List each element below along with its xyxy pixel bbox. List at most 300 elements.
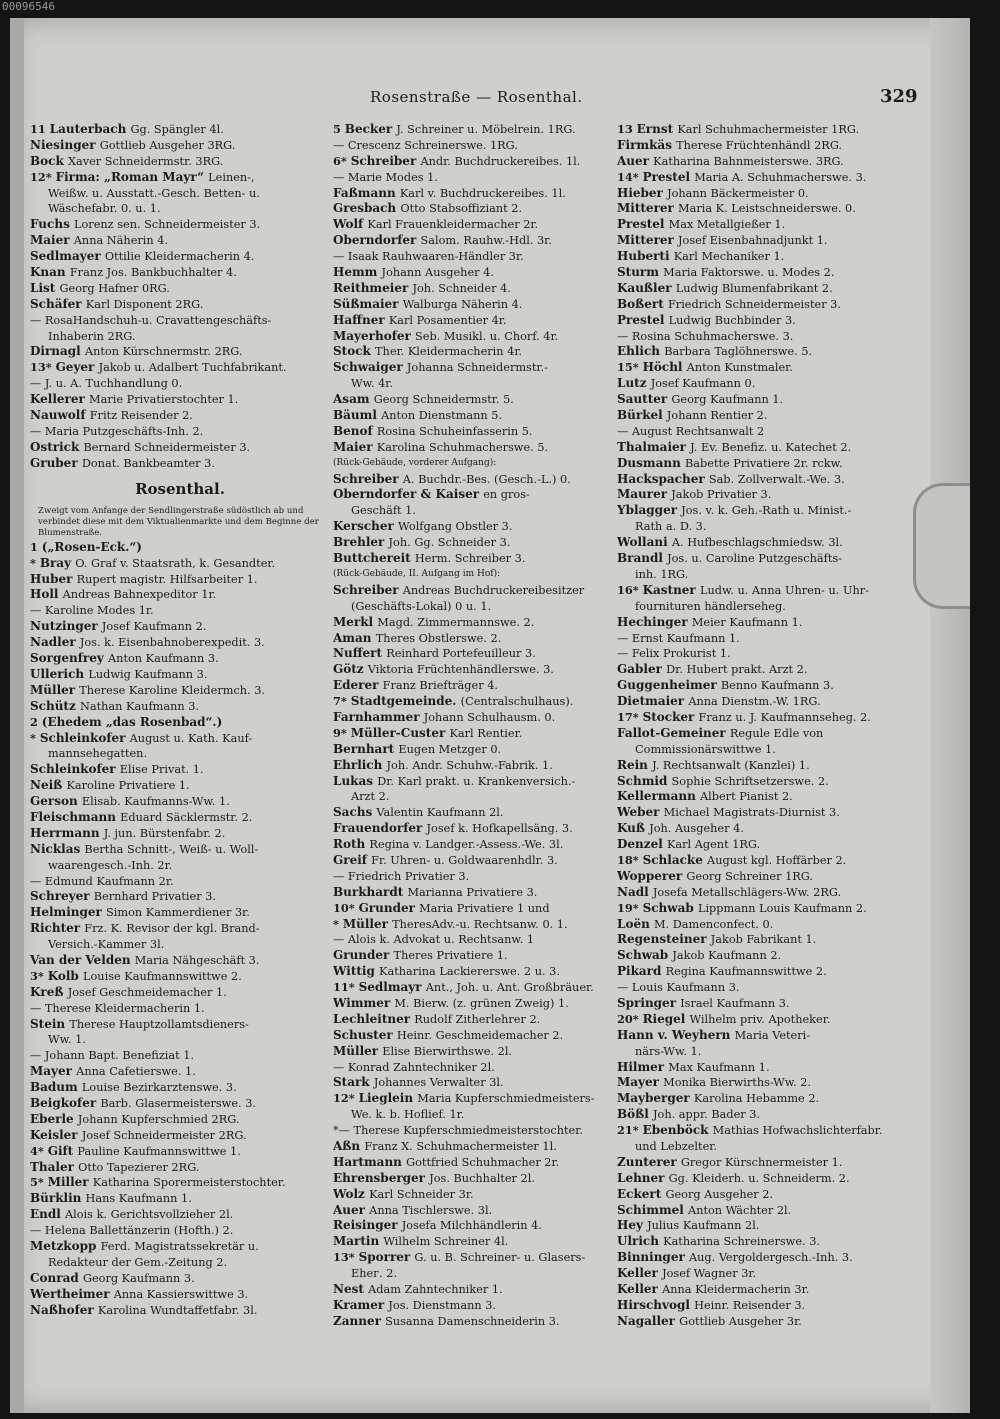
entry-details: M. Bierw. (z. grünen Zweig) 1. <box>394 996 569 1010</box>
entry-details: Joh. Ausgeher 4. <box>649 822 744 836</box>
entry-details: Josef Kaufmann 2. <box>101 620 207 634</box>
house-number: 5* <box>30 1175 48 1190</box>
directory-entry <box>30 1287 330 1303</box>
resident-name: Aßn <box>333 1139 365 1153</box>
directory-entry <box>333 472 625 488</box>
directory-entry <box>30 746 330 762</box>
directory-entry <box>333 1282 625 1298</box>
entry-details: Anton Kunstmaler. <box>686 361 793 375</box>
entry-details: Karl Frauenkleidermacher 2r. <box>367 218 539 232</box>
resident-name: Fallot-Gemeiner <box>617 725 730 740</box>
entry-details: Rudolf Zitherlehrer 2. <box>414 1012 541 1026</box>
directory-entry <box>333 249 625 265</box>
directory-entry <box>30 905 330 921</box>
entry-details: Karl Agent 1RG. <box>666 838 761 852</box>
resident-name: („Rosen-Eck.“) <box>41 539 142 554</box>
directory-entry <box>333 1234 625 1250</box>
entry-details: Ludwig Blumenfabrikant 2. <box>675 281 833 295</box>
directory-entry <box>617 1171 917 1187</box>
resident-name: Benof <box>333 423 377 438</box>
house-number: 2 <box>30 714 42 729</box>
entry-details: Ww. 4r. <box>351 377 394 391</box>
entry-details: O. Graf v. Staatsrath, k. Gesandter. <box>75 556 276 570</box>
directory-entry <box>333 678 625 694</box>
directory-entry <box>617 249 917 265</box>
directory-entry <box>617 1060 917 1076</box>
entry-details: Wäschefabr. 0. u. 1. <box>48 202 161 216</box>
directory-entry <box>30 297 330 313</box>
directory-entry <box>617 1012 917 1028</box>
resident-name: Endl <box>30 1207 65 1222</box>
directory-entry <box>30 683 330 699</box>
entry-details: Hans Kaufmann 1. <box>85 1192 192 1206</box>
entry-details: Andr. Buchdruckereibes. 1l. <box>420 154 581 168</box>
entry-details: Therese Früchtenhändl 2RG. <box>676 138 843 152</box>
resident-name: Mayer <box>617 1075 664 1090</box>
entry-details: — Helena Ballettänzerin (Hofth.) 2. <box>30 1224 234 1238</box>
resident-name: Mitterer <box>617 233 679 248</box>
entry-details: Therese Hauptzollamtsdieners- <box>69 1017 249 1031</box>
entry-details: G. u. B. Schreiner- u. Glasers- <box>414 1251 586 1265</box>
directory-entry <box>30 619 330 635</box>
page-stack-edge <box>930 18 970 1413</box>
resident-name: Mitterer <box>617 201 679 216</box>
entry-details: Maria A. Schuhmacherswe. 3. <box>694 170 867 184</box>
directory-entry <box>333 758 625 774</box>
resident-name: Guggenheimer <box>617 678 721 693</box>
entry-details: Josef Geschmeidemacher 1. <box>67 985 227 999</box>
entry-details: — Crescenz Schreinerswe. 1RG. <box>333 138 518 152</box>
directory-entry <box>333 774 625 790</box>
resident-name: Mayer <box>30 1064 77 1079</box>
directory-entry <box>333 1060 625 1076</box>
resident-name: Kuß <box>617 821 650 836</box>
directory-entry <box>30 731 330 747</box>
entry-details: Louise Kaufmannswittwe 2. <box>83 969 242 983</box>
resident-name: Van der Velden <box>30 952 135 967</box>
directory-entry <box>30 635 330 651</box>
directory-entry <box>333 170 625 186</box>
resident-name: Zanner <box>333 1313 386 1328</box>
resident-name: Hackspacher <box>617 471 709 486</box>
entry-details: — Johann Bapt. Benefiziat 1. <box>30 1049 195 1063</box>
directory-entry <box>333 932 625 948</box>
directory-entry <box>30 858 330 874</box>
directory-entry <box>617 1218 917 1234</box>
resident-name: Grunder <box>358 900 420 915</box>
directory-entry <box>617 758 917 774</box>
entry-details: August u. Kath. Kauf- <box>129 731 253 745</box>
directory-entry <box>30 778 330 794</box>
entry-details: Inhaberin 2RG. <box>48 329 136 343</box>
resident-name: Nuffert <box>333 646 387 661</box>
entry-details: Maria Kupferschmiedmeisters- <box>417 1092 595 1106</box>
entry-details: — RosaHandschuh-u. Cravattengeschäfts- <box>30 313 272 327</box>
directory-entry <box>333 1044 625 1060</box>
resident-name: Hey <box>617 1218 648 1233</box>
directory-entry <box>617 472 917 488</box>
entry-details: Karolina Schuhmacherswe. 5. <box>376 440 549 454</box>
resident-name: Nauwolf <box>30 408 90 423</box>
directory-entry <box>30 937 330 953</box>
entry-details: waarengesch.-Inh. 2r. <box>48 858 173 872</box>
resident-name: Yblagger <box>617 503 682 518</box>
directory-entry <box>333 1250 625 1266</box>
entry-details: Georg Schreiner 1RG. <box>686 869 814 883</box>
entry-details: Fr. Uhren- u. Goldwaarenhdlr. 3. <box>371 853 558 867</box>
directory-entry <box>30 1128 330 1144</box>
directory-entry <box>333 662 625 678</box>
entry-details: August kgl. Hoffärber 2. <box>707 853 847 867</box>
directory-entry <box>617 1155 917 1171</box>
entry-details: Regina v. Landger.-Assess.-We. 3l. <box>369 838 564 852</box>
entry-details: J. Rechtsanwalt (Kanzlei) 1. <box>652 758 810 772</box>
resident-name: Stocker <box>642 709 699 724</box>
entry-details: Valentin Kaufmann 2l. <box>376 806 504 820</box>
directory-entry <box>30 587 330 603</box>
entry-details: Salom. Rauhw.-Hdl. 3r. <box>420 234 552 248</box>
entry-details: M. Damenconfect. 0. <box>653 917 774 931</box>
house-number: 1 <box>30 539 42 554</box>
entry-details: Ant., Joh. u. Ant. Großbräuer. <box>425 981 594 995</box>
resident-name: Sautter <box>617 392 672 407</box>
resident-name: Fuchs <box>30 217 74 232</box>
entry-details: Otto Tapezierer 2RG. <box>78 1160 200 1174</box>
directory-entry <box>333 917 625 933</box>
resident-name: Kramer <box>333 1297 389 1312</box>
directory-entry <box>30 889 330 905</box>
directory-entry <box>333 519 625 535</box>
directory-entry <box>30 842 330 858</box>
resident-name: Schleinkofer <box>39 730 130 745</box>
entry-details: Simon Kammerdiener 3r. <box>106 906 250 920</box>
directory-entry <box>333 487 625 503</box>
resident-name: Bürklin <box>30 1191 86 1206</box>
resident-name: Bäuml <box>333 408 382 423</box>
entry-details: — Edmund Kaufmann 2r. <box>30 874 174 888</box>
directory-entry <box>30 1271 330 1287</box>
resident-name: Pikard <box>617 964 666 979</box>
entry-details: Lippmann Louis Kaufmann 2. <box>697 901 867 915</box>
page-number: 329 <box>880 86 918 107</box>
directory-entry <box>30 1303 330 1319</box>
resident-name: Maurer <box>617 487 672 502</box>
entry-details: — Louis Kaufmann 3. <box>617 981 740 995</box>
directory-entry <box>617 456 917 472</box>
entry-details: Aug. Vergoldergesch.-Inh. 3. <box>688 1251 853 1265</box>
entry-details: Therese Karoline Kleidermch. 3. <box>79 683 266 697</box>
column-middle <box>333 122 625 1330</box>
resident-name: Helminger <box>30 905 107 920</box>
resident-name: Schreyer <box>30 889 94 904</box>
directory-entry <box>617 424 917 440</box>
directory-entry <box>30 392 330 408</box>
entry-details: Gg. Spängler 4l. <box>130 123 224 136</box>
directory-entry <box>30 810 330 826</box>
directory-entry <box>30 953 330 969</box>
entry-details: Karolina Hebamme 2. <box>693 1092 820 1106</box>
entry-details: Anna Dienstm.-W. 1RG. <box>688 695 821 709</box>
entry-details: Barb. Glasermeisterswe. 3. <box>100 1096 256 1110</box>
column-right <box>617 122 917 1330</box>
entry-details: Reinhard Portefeuilleur 3. <box>386 647 536 661</box>
directory-entry <box>333 551 625 567</box>
directory-entry <box>30 1191 330 1207</box>
directory-entry <box>333 821 625 837</box>
directory-entry <box>333 583 625 599</box>
directory-entry <box>30 556 330 572</box>
resident-name: Aman <box>333 630 376 645</box>
resident-name: Grunder <box>333 948 394 963</box>
entry-details: Versich.-Kammer 3l. <box>48 938 165 952</box>
directory-entry <box>617 186 917 202</box>
directory-entry <box>30 874 330 890</box>
directory-entry <box>617 885 917 901</box>
entry-details: Franz Jos. Bankbuchhalter 4. <box>69 266 237 280</box>
resident-name: Schütz <box>30 698 80 713</box>
entry-details: Karl Mechaniker 1. <box>673 250 785 264</box>
directory-entry <box>333 408 625 424</box>
resident-name: Miller <box>47 1175 93 1190</box>
entry-details: Maria K. Leistschneiderswe. 0. <box>678 202 856 216</box>
directory-entry <box>617 980 917 996</box>
entry-details: Georg Ausgeher 2. <box>665 1187 774 1201</box>
entry-details: Jos. Buchhalter 2l. <box>429 1171 535 1185</box>
entry-details: Lorenz sen. Schneidermeister 3. <box>74 218 261 232</box>
entry-details: Jos. v. k. Geh.-Rath u. Minist.- <box>681 504 852 518</box>
resident-name: Nadl <box>617 884 653 899</box>
directory-entry <box>30 440 330 456</box>
running-title: Rosenstraße — Rosenthal. <box>370 88 583 106</box>
directory-entry <box>30 170 330 186</box>
entry-details: Fritz Reisender 2. <box>89 409 193 423</box>
directory-entry <box>617 599 917 615</box>
directory-entry <box>30 1255 330 1271</box>
resident-name: Oberndorfer & Kaiser <box>333 487 484 502</box>
resident-name: Schwab <box>617 948 673 963</box>
entry-details: Karoline Privatiere 1. <box>66 779 190 793</box>
directory-entry <box>333 440 625 456</box>
entry-details: Johannes Verwalter 3l. <box>373 1076 504 1090</box>
entry-details: Ludwig Buchbinder 3. <box>668 313 796 327</box>
directory-entry <box>617 1028 917 1044</box>
entry-details: (Geschäfts-Lokal) 0 u. 1. <box>351 599 492 613</box>
resident-name: Müller <box>342 916 393 931</box>
entry-details: We. k. b. Hoflief. 1r. <box>351 1108 465 1122</box>
directory-entry <box>30 201 330 217</box>
resident-name: Schuster <box>333 1027 397 1042</box>
entry-details: Maria Privatiere 1 und <box>419 901 550 915</box>
directory-entry <box>333 1075 625 1091</box>
entry-details: Johann Kupferschmied 2RG. <box>77 1112 240 1126</box>
directory-entry <box>30 985 330 1001</box>
entry-details: Babette Privatiere 2r. rckw. <box>685 456 843 470</box>
entry-details: — Isaak Rauhwaaren-Händler 3r. <box>333 250 524 264</box>
resident-name: (Ehedem „das Rosenbad“.) <box>41 714 223 729</box>
directory-entry <box>30 1064 330 1080</box>
entry-details: Wolfgang Obstler 3. <box>398 520 513 534</box>
entry-details: Josef Eisenbahnadjunkt 1. <box>678 234 828 248</box>
entry-details: Elisab. Kaufmanns-Ww. 1. <box>81 795 230 809</box>
resident-name: Sachs <box>333 805 377 820</box>
entry-details: Joh. Gg. Schneider 3. <box>388 536 511 550</box>
directory-entry <box>617 948 917 964</box>
directory-entry <box>333 360 625 376</box>
entry-details: J. Schreiner u. Möbelrein. 1RG. <box>396 123 576 136</box>
resident-name: Prestel <box>642 169 695 184</box>
resident-name: Hilmer <box>617 1059 669 1074</box>
entry-details: Wilhelm Schreiner 4l. <box>383 1235 509 1249</box>
directory-entry <box>333 567 625 583</box>
directory-entry <box>30 969 330 985</box>
entry-details: Walburga Näherin 4. <box>402 297 523 311</box>
resident-name: Roth <box>333 837 370 852</box>
directory-entry <box>617 631 917 647</box>
resident-name: Merkl <box>333 614 378 629</box>
resident-name: Wimmer <box>333 995 395 1010</box>
resident-name: Ernst <box>636 122 678 136</box>
directory-entry <box>617 1234 917 1250</box>
directory-entry <box>617 662 917 678</box>
entry-details: Otto Stabsoffiziant 2. <box>400 202 523 216</box>
house-number: * <box>333 916 343 931</box>
directory-entry <box>617 615 917 631</box>
house-number: 16* <box>617 582 643 597</box>
column-left <box>30 122 330 1318</box>
directory-entry <box>617 329 917 345</box>
directory-entry <box>30 651 330 667</box>
directory-entry <box>333 297 625 313</box>
entry-details: Joh. Andr. Schuhw.-Fabrik. 1. <box>386 758 553 772</box>
resident-name: Ehrlich <box>333 757 387 772</box>
resident-name: Beigkofer <box>30 1095 101 1110</box>
entry-details: (Rück-Gebäude, vorderer Aufgang): <box>333 457 497 468</box>
entry-details: Katharina Bahnmeisterswe. 3RG. <box>653 154 844 168</box>
directory-entry <box>617 837 917 853</box>
entry-details: Eugen Metzger 0. <box>398 742 502 756</box>
entry-details: — Rosina Schuhmacherswe. 3. <box>617 329 794 343</box>
house-number: 9* <box>333 725 351 740</box>
resident-name: Burkhardt <box>333 884 408 899</box>
entry-details: Johann Schulhausm. 0. <box>423 710 556 724</box>
entry-details: Johann Bäckermeister 0. <box>667 186 809 200</box>
directory-entry <box>333 1091 625 1107</box>
entry-details: Magd. Zimmermannswe. 2. <box>377 615 535 629</box>
entry-details: Katharina Sporermeisterstochter. <box>92 1176 286 1190</box>
entry-details: Gregor Kürschnermeister 1. <box>680 1155 843 1169</box>
entry-details: Rupert magistr. Hilfsarbeiter 1. <box>76 572 258 586</box>
resident-name: Sedlmayr <box>358 980 426 995</box>
resident-name: Wolf <box>333 217 368 232</box>
resident-name: Bernhart <box>333 741 399 756</box>
directory-entry <box>617 821 917 837</box>
directory-entry <box>333 710 625 726</box>
resident-name: Kaußler <box>617 280 676 295</box>
entry-details: Arzt 2. <box>351 790 390 804</box>
directory-entry <box>617 392 917 408</box>
entry-details: — Ernst Kaufmann 1. <box>617 631 740 645</box>
entry-details: Ehег. 2. <box>351 1267 398 1281</box>
entry-details: Andreas Buchdruckereibesitzer <box>402 583 585 597</box>
resident-name: Knan <box>30 265 70 280</box>
resident-name: Götz <box>333 662 368 677</box>
directory-entry <box>333 1155 625 1171</box>
entry-details: Franz Briefträger 4. <box>382 679 498 693</box>
directory-entry <box>617 1298 917 1314</box>
entry-details: Pauline Kaufmannswittwe 1. <box>77 1144 241 1158</box>
directory-entry <box>30 1239 330 1255</box>
resident-name: Frauendorfer <box>333 821 427 836</box>
directory-entry <box>617 122 917 138</box>
directory-entry <box>617 440 917 456</box>
entry-details: Michael Magistrats-Diurnist 3. <box>663 806 840 820</box>
directory-entry <box>333 1266 625 1282</box>
entry-details: Anton Wächter 2l. <box>688 1203 792 1217</box>
section-heading: Rosenthal. <box>135 479 225 498</box>
resident-name: Ederer <box>333 678 383 693</box>
directory-entry <box>617 360 917 376</box>
entry-details: Bernhard Privatier 3. <box>93 890 217 904</box>
directory-entry <box>617 344 917 360</box>
house-number: 10* <box>333 900 359 915</box>
entry-details: Franz X. Schuhmachermeister 1l. <box>364 1140 557 1153</box>
resident-name: Firmkäs <box>617 137 677 152</box>
resident-name: Wittig <box>333 964 380 979</box>
entry-details: Dr. Hubert prakt. Arzt 2. <box>666 663 808 677</box>
directory-entry <box>333 313 625 329</box>
resident-name: Zunterer <box>617 1154 681 1169</box>
entry-details: Wilhelm priv. Apotheker. <box>689 1012 831 1026</box>
directory-entry <box>333 789 625 805</box>
directory-entry <box>30 572 330 588</box>
resident-name: Hemm <box>333 265 382 280</box>
directory-entry <box>333 424 625 440</box>
resident-name: Schmid <box>617 773 672 788</box>
entry-details: und Lebzelter. <box>635 1140 718 1153</box>
resident-name: Lauterbach <box>49 122 131 136</box>
entry-details: Georg Kaufmann 3. <box>82 1271 195 1285</box>
resident-name: Schäfer <box>30 296 86 311</box>
resident-name: Loën <box>617 916 654 931</box>
directory-entry <box>333 996 625 1012</box>
resident-name: Thalmaier <box>617 439 691 454</box>
directory-entry <box>617 217 917 233</box>
entry-details: Alois k. Gerichtsvollzieher 2l. <box>65 1208 234 1222</box>
entry-details: Anton Kaufmann 3. <box>108 652 219 666</box>
house-number: 5 <box>333 122 345 136</box>
directory-entry <box>30 1112 330 1128</box>
resident-name: Boßert <box>617 296 668 311</box>
entry-details: Susanna Damenschneiderin 3. <box>385 1314 560 1328</box>
directory-entry <box>30 1160 330 1176</box>
entry-details: — Karoline Modes 1r. <box>30 604 154 618</box>
entry-details: Anna Kleidermacherin 3r. <box>662 1283 810 1297</box>
directory-entry <box>30 329 330 345</box>
entry-details: Josef k. Hofkapellsäng. 3. <box>426 822 573 836</box>
resident-name: Schleinkofer <box>30 762 120 777</box>
entry-details: Rath a. D. 3. <box>635 520 707 534</box>
house-number: 17* <box>617 709 643 724</box>
resident-name: Asam <box>333 392 374 407</box>
entry-details: Mathias Hofwachslichterfabr. <box>712 1124 883 1138</box>
resident-name: Reithmeier <box>333 280 413 295</box>
directory-entry <box>333 885 625 901</box>
directory-entry <box>617 583 917 599</box>
directory-entry <box>30 360 330 376</box>
entry-details: J. Ev. Benefiz. u. Katechet 2. <box>690 440 852 454</box>
directory-entry <box>30 217 330 233</box>
entry-details: — Therese Kleidermacherin 1. <box>30 1001 205 1015</box>
